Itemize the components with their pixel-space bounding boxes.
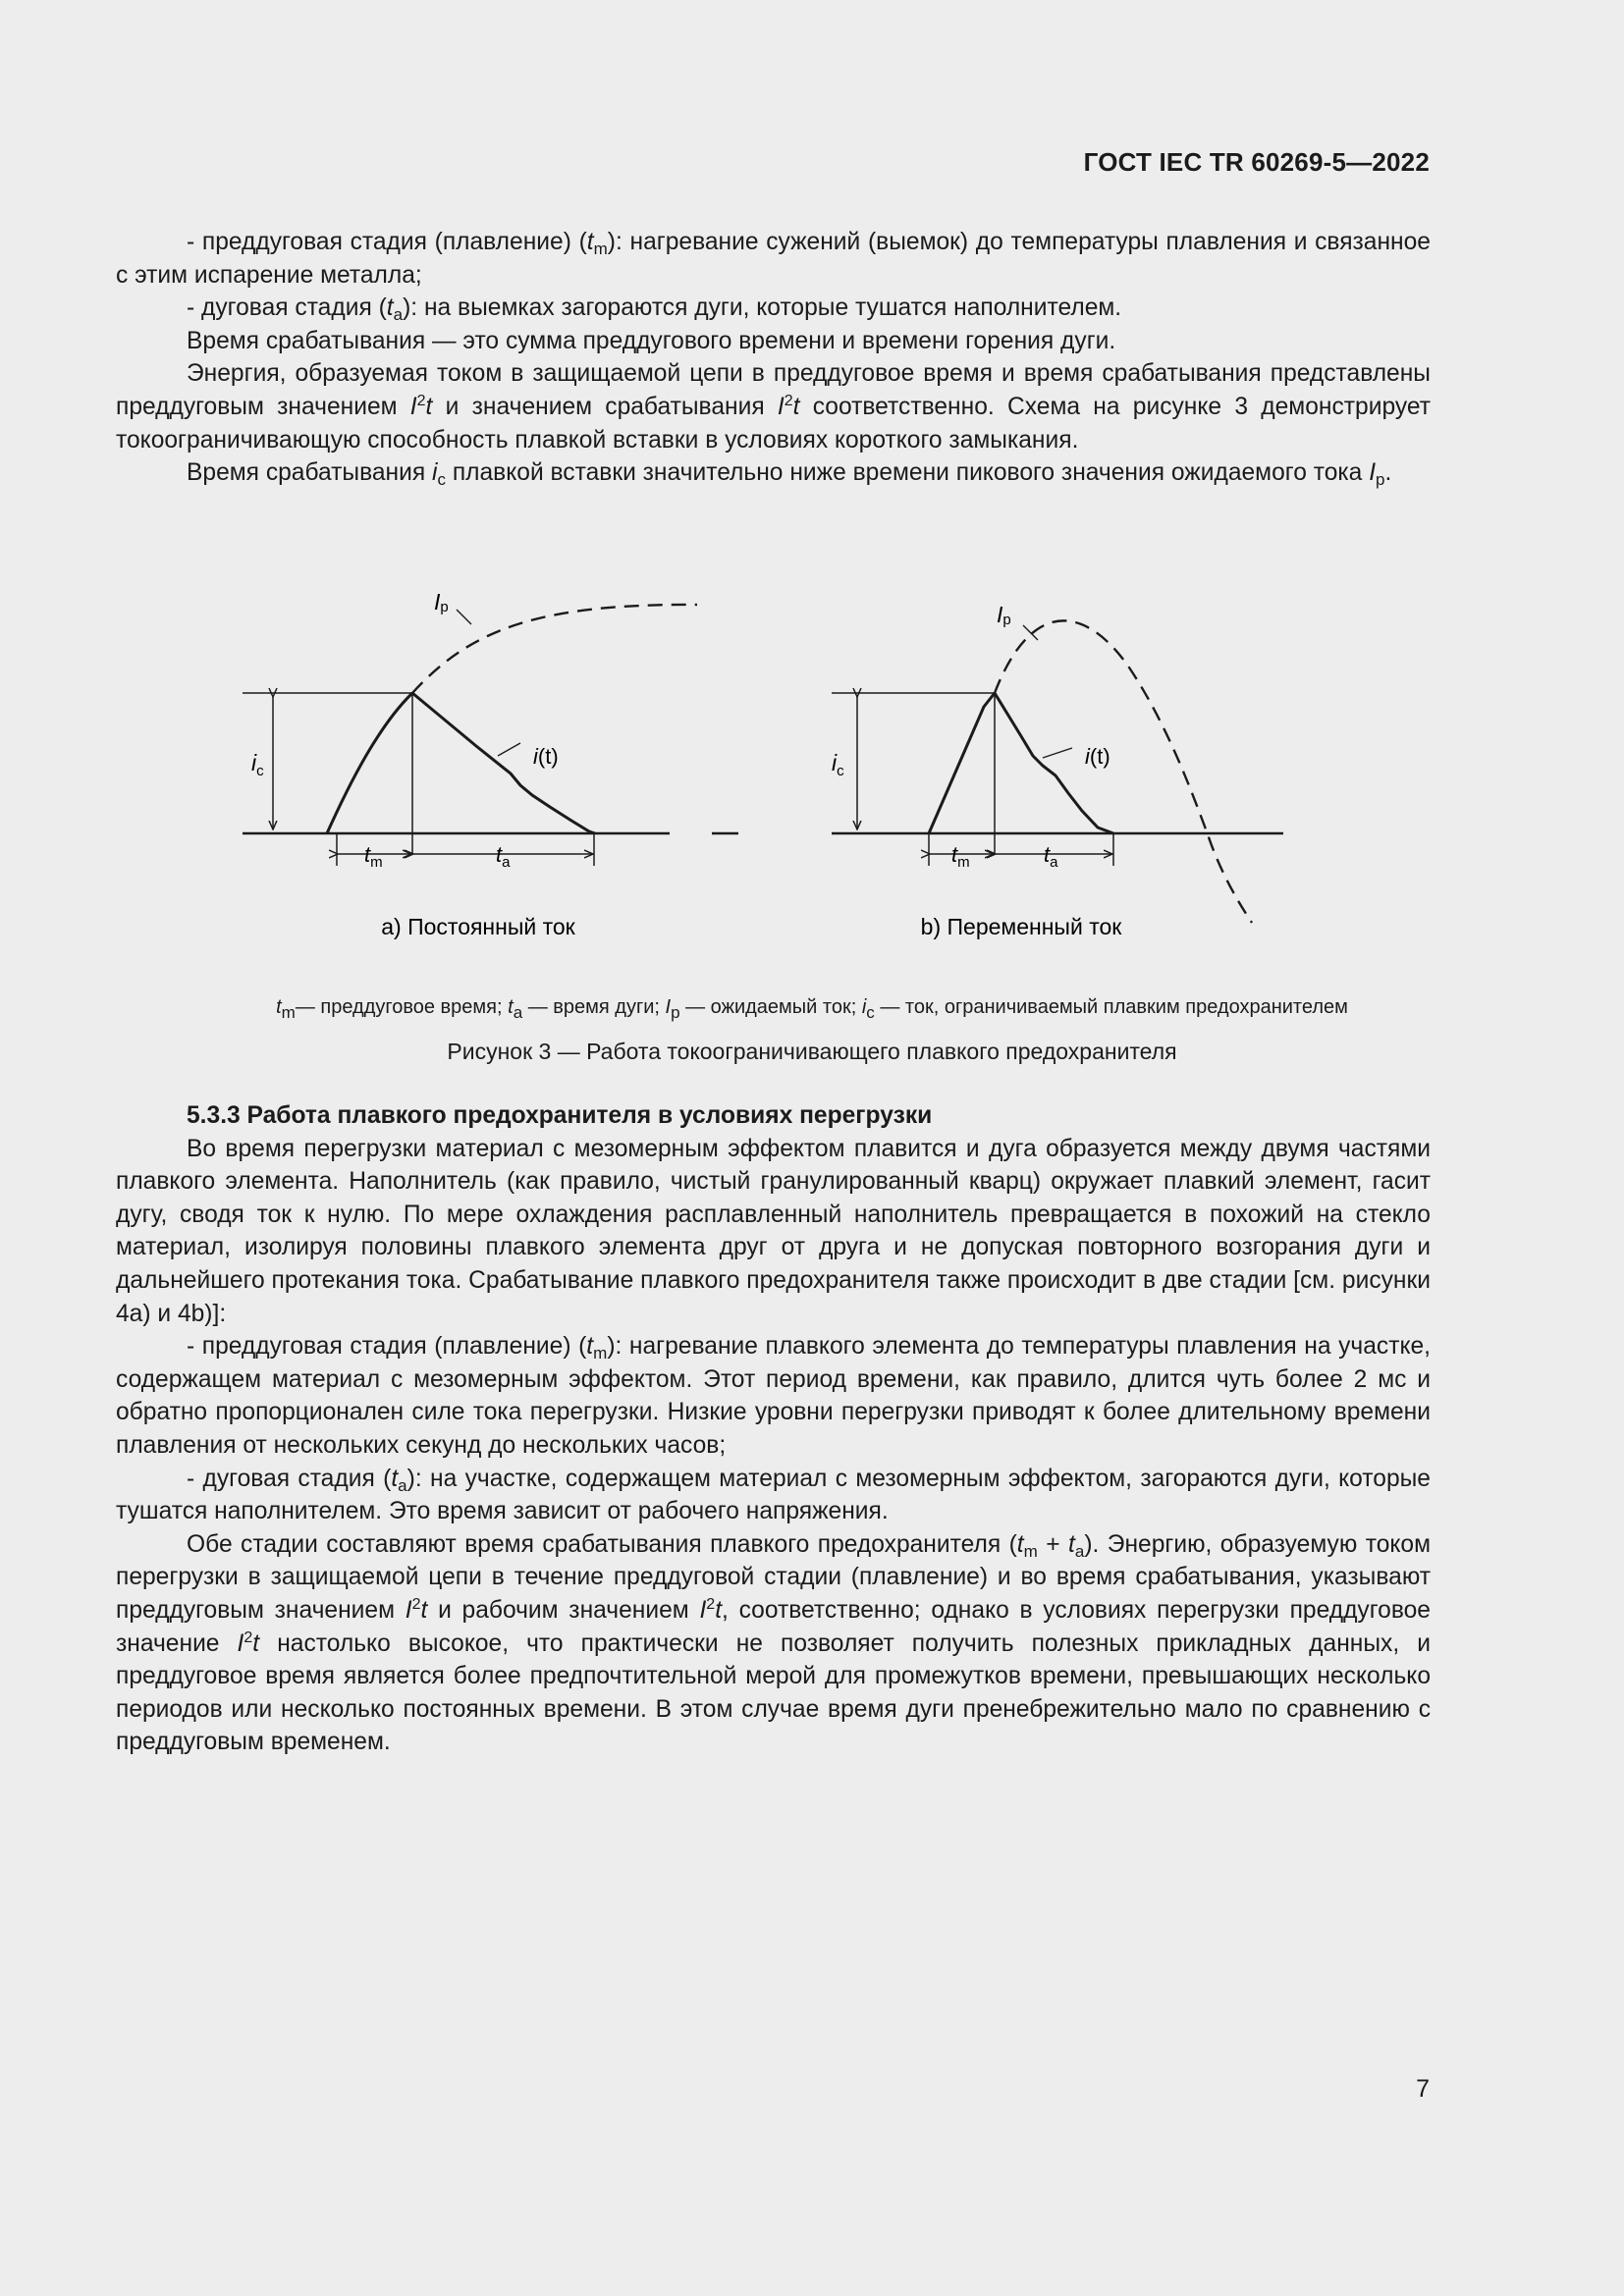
diagram-b-label: b) Переменный ток: [920, 914, 1122, 939]
prospective-current-curve-a: [412, 605, 697, 693]
figure-legend: $t_m—$ преддуговое время; $t_a$ — время дуги; $I_p$ — ожидаемый ток; $i_c$ — ток, ограничиваемый плавким предохранителем: [276, 996, 1348, 1022]
diagram-b-ac: [832, 602, 1283, 923]
ic-label-a: $i_c$: [251, 750, 264, 779]
figure-3-diagrams: [226, 550, 1345, 962]
paragraph-overload: Во время перегрузки материал с мезомерным эффектом плавится и дуга образуется между двумя частями плавкого элемента. Наполнитель (как правило, чистый гранулированный кварц) окружает плавкий элемент, гасит дугу, сводя ток к нулю. По мере охлаждения расплавленный наполнитель превращается в похожий на стекло материал, изолируя половины плавкого элемента друг от друга и не допуская повторного возгорания дуги и дальнейшего протекания тока. Срабатывание плавкого предохранителя также происходит в две стадии [см. рисунки 4a) и 4b)]:: [116, 1135, 1431, 1327]
ip-leader-b: [1023, 625, 1038, 640]
section-heading: 5.3.3 Работа плавкого предохранителя в условиях перегрузки: [187, 1102, 933, 1129]
paragraph-both-stages: Обе стадии составляют время срабатывания плавкого предохранителя $(t_m + t_a)$. Энергию, образуемую током перегрузки в защищаемой цепи в течение преддуговой стадии (плавление) и во время срабатывания, указывают преддуговым значением $I^2t$ и рабочим значением $I^2t$, соответственно; однако в условиях перегрузки преддуговое значение $I^2t$ настолько высокое, что практически не позволяет получить полезных прикладных данных, и преддуговое время является более предпочтительной мерой для промежутков времени, превышающих несколько периодов или несколько постоянных времени. В этом случае время дуги пренебрежительно мало по сравнению с преддуговым временем.: [116, 1530, 1431, 1756]
it-leader-b: [1043, 748, 1072, 758]
tm-label-a: $t_m$: [364, 842, 383, 871]
list-item-arc-stage: - дуговая стадия $(t_a)$: на выемках загораются дуги, которые тушатся наполнителем.: [187, 294, 1122, 325]
rising-current-curve-a: [327, 693, 412, 833]
ip-label-b: Ip: [997, 602, 1011, 628]
it-label-a: i(t): [533, 744, 559, 769]
list-item-prearc-stage: - преддуговая стадия (плавление) $(t_m)$: нагревание сужений (выемок) до температуры плавления и связанное с этим испарение металла;: [116, 229, 1431, 289]
list-item-arc-stage-overload: - дуговая стадия $(t_a)$: на участке, содержащем материал с мезомерным эффектом, загораются дуги, которые тушатся наполнителем. Это время зависит от рабочего напряжения.: [116, 1465, 1431, 1525]
figure-caption: Рисунок 3 — Работа токоограничивающего плавкого предохранителя: [447, 1039, 1177, 1064]
list-item-prearc-stage-overload: - преддуговая стадия (плавление) $(t_m)$: нагревание плавкого элемента до температуры плавления на участке, содержащем материал с мезомерным эффектом. Этот период времени, как правило, длится чуть более 2 мс и обратно пропорционален силе тока перегрузки. Низкие уровни перегрузки приводят к более длительному времени плавления от нескольких секунд до нескольких часов;: [116, 1333, 1432, 1459]
rising-current-curve-b: [929, 693, 995, 833]
prospective-current-curve-b: [995, 620, 1252, 923]
it-leader-a: [498, 743, 520, 756]
document-code-header: ГОСТ IEC TR 60269-5—2022: [1083, 147, 1430, 177]
ic-label-b: $i_c$: [832, 750, 844, 779]
section-5-3-3: [116, 1099, 1431, 1759]
ip-label-a: Ip: [434, 589, 449, 615]
paragraph-operating-time: Время срабатывания — это сумма преддугового времени и времени горения дуги.: [187, 327, 1116, 354]
intro-text: [116, 226, 1431, 490]
ip-leader-a: [457, 610, 471, 624]
it-label-b: i(t): [1085, 744, 1110, 769]
page-number: 7: [1416, 2075, 1430, 2103]
diagram-a-label: a) Постоянный ток: [381, 914, 575, 939]
paragraph-peak-current: Время срабатывания $i_c$ плавкой вставки значительно ниже времени пикового значения ожидаемого тока $I_p$.: [187, 459, 1392, 490]
paragraph-energy: Энергия, образуемая током в защищаемой цепи в преддуговое время и время срабатывания представлены преддуговым значением $I^2t$ и значением срабатывания $I^2t$ соответственно. Схема на рисунке 3 демонстрирует токоограничивающую способность плавкой вставки в условиях короткого замыкания.: [116, 360, 1431, 454]
ta-label-a: $t_a$: [496, 842, 511, 871]
tm-label-b: $t_m$: [951, 842, 970, 871]
ta-label-b: $t_a$: [1044, 842, 1058, 871]
diagram-a-dc: [243, 589, 738, 871]
limited-current-curve-a: [412, 693, 595, 833]
